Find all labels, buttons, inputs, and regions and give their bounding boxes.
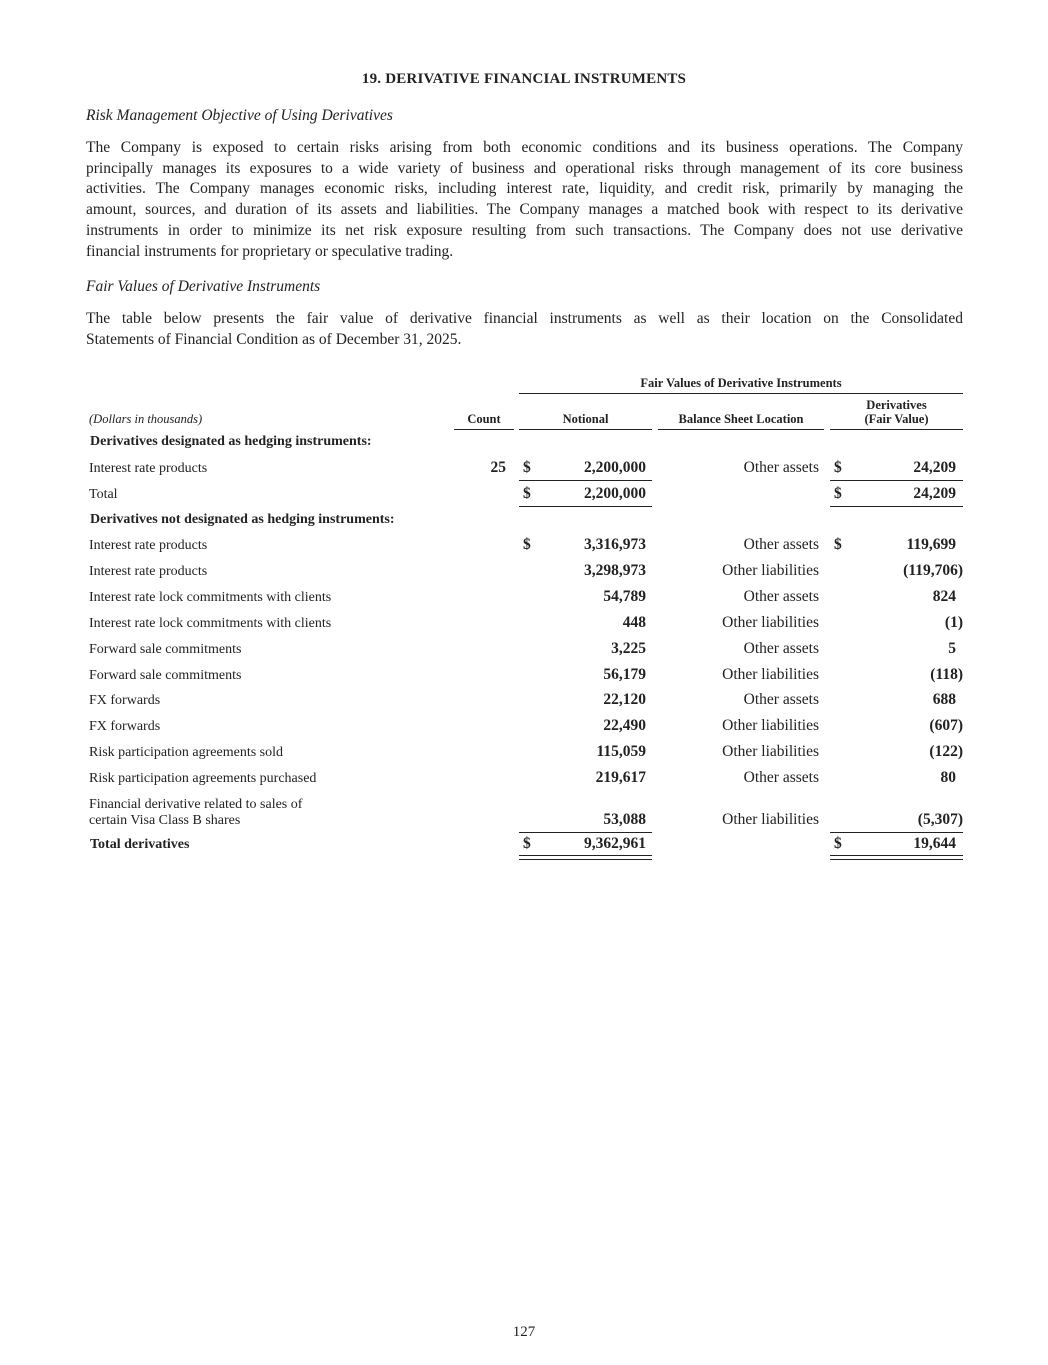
paragraph-line: instruments in order to minimize its net risk exposure resulting from such transactions. The Company does not use derivative [86, 221, 963, 239]
row-label: Interest rate lock commitments with clients [89, 589, 332, 605]
grand-rule-notional [519, 832, 652, 833]
col-header-count: Count [467, 412, 501, 426]
location-value: Other assets [743, 587, 819, 605]
notional-value: 22,490 [603, 717, 646, 735]
row-label-line1: Financial derivative related to sales of [89, 797, 303, 812]
currency-symbol: $ [834, 835, 842, 852]
row-label-line2: certain Visa Class B shares [89, 813, 241, 828]
notional-value: 56,179 [603, 665, 646, 683]
col-header-fv-line1: Derivatives [866, 398, 927, 412]
section-label-hedging: Derivatives designated as hedging instruments: [90, 434, 372, 449]
fair-value: (118) [930, 665, 963, 683]
notional-value: 3,225 [611, 639, 646, 657]
notional-value: 219,617 [595, 769, 646, 787]
fair-value: (5,307) [917, 811, 963, 828]
location-value: Other assets [743, 769, 819, 787]
location-value: Other liabilities [722, 561, 819, 579]
fair-value: 80 [940, 769, 956, 787]
notional-value: 2,200,000 [584, 459, 646, 476]
col-header-location: Balance Sheet Location [678, 412, 804, 426]
section-heading: 19. DERIVATIVE FINANCIAL INSTRUMENTS [361, 71, 687, 87]
total-rule-fv [830, 506, 963, 507]
currency-symbol: $ [523, 835, 531, 852]
currency-symbol: $ [523, 485, 531, 502]
col-header-fv-line2: (Fair Value) [864, 412, 929, 426]
units-label: (Dollars in thousands) [89, 412, 203, 426]
fair-value: (1) [944, 613, 963, 631]
subheading-risk-management: Risk Management Objective of Using Derivatives [86, 107, 393, 124]
row-label: Forward sale commitments [89, 667, 242, 683]
currency-symbol: $ [834, 459, 842, 476]
count-value: 25 [490, 459, 506, 476]
header-rule-count [454, 429, 514, 430]
location-value: Other assets [743, 639, 819, 657]
page-number: 127 [512, 1324, 536, 1340]
fair-value: 119,699 [906, 536, 956, 553]
row-label: Interest rate products [89, 461, 208, 476]
subheading-fair-values: Fair Values of Derivative Instruments [86, 278, 321, 295]
header-rule-notional [519, 429, 652, 430]
header-rule-location [658, 429, 824, 430]
row-label: Risk participation agreements purchased [89, 771, 317, 787]
group-header-rule [519, 393, 963, 394]
fair-value: (607) [929, 717, 963, 735]
paragraph-line: principally manages its exposures to a wide variety of business and operational risks through management of its core business [86, 159, 963, 177]
paragraph-fair-values [86, 309, 963, 350]
total-label: Total [89, 487, 118, 502]
paragraph-line: Statements of Financial Condition as of December 31, 2025. [86, 330, 462, 348]
fair-value: 824 [932, 587, 956, 605]
fair-value: 5 [948, 639, 956, 657]
paragraph-line: amount, sources, and duration of its assets and liabilities. The Company manages a matched book with respect to its derivative [86, 201, 963, 219]
row-label: Interest rate products [89, 538, 208, 553]
total-rule-notional [519, 506, 652, 507]
location-value: Other liabilities [722, 811, 819, 828]
location-value: Other liabilities [722, 717, 819, 735]
location-value: Other assets [743, 691, 819, 709]
currency-symbol: $ [834, 536, 842, 553]
notional-value: 3,316,973 [584, 536, 646, 553]
section-label-nonhedging: Derivatives not designated as hedging instruments: [90, 512, 395, 527]
location-value: Other assets [743, 459, 819, 476]
row-label: Interest rate products [89, 563, 208, 579]
group-header: Fair Values of Derivative Instruments [640, 376, 842, 390]
row-label: FX forwards [89, 719, 161, 735]
currency-symbol: $ [834, 485, 842, 502]
location-value: Other liabilities [722, 613, 819, 631]
total-notional: 2,200,000 [584, 485, 646, 502]
notional-value: 53,088 [603, 811, 646, 828]
row-label: Risk participation agreements sold [89, 745, 284, 761]
notional-value: 448 [622, 613, 646, 631]
row-label: FX forwards [89, 693, 161, 709]
paragraph-line: The table below presents the fair value of derivative financial instruments as well as their location on the Consolidated [86, 310, 963, 327]
location-value: Other assets [743, 536, 819, 553]
grand-total-fair-value: 19,644 [913, 835, 956, 852]
header-rule-fv [830, 429, 963, 430]
grand-rule-fv [830, 832, 963, 833]
fair-value: (122) [929, 743, 963, 761]
location-value: Other liabilities [722, 743, 819, 761]
location-value: Other liabilities [722, 665, 819, 683]
notional-value: 3,298,973 [584, 561, 646, 579]
fair-value: (119,706) [903, 561, 963, 579]
row-label: Forward sale commitments [89, 641, 242, 657]
currency-symbol: $ [523, 459, 531, 476]
grand-total-notional: 9,362,961 [584, 835, 646, 852]
subtotal-rule-notional [519, 480, 652, 481]
paragraph-risk-management [86, 138, 963, 262]
notional-value: 22,120 [603, 691, 646, 709]
paragraph-line: activities. The Company manages economic risks, including interest rate, liquidity, and credit risk, primarily by managing the [86, 180, 963, 198]
row-label-visa [89, 797, 302, 829]
row-label: Interest rate lock commitments with clients [89, 615, 332, 631]
total-fair-value: 24,209 [913, 485, 956, 502]
fair-value: 688 [932, 691, 956, 709]
fair-value: 24,209 [913, 459, 956, 476]
paragraph-line: financial instruments for proprietary or speculative trading. [86, 242, 454, 260]
notional-value: 54,789 [603, 587, 646, 605]
notional-value: 115,059 [596, 743, 646, 761]
currency-symbol: $ [523, 536, 531, 553]
subtotal-rule-fv [830, 480, 963, 481]
grand-total-label: Total derivatives [90, 837, 190, 852]
paragraph-line: The Company is exposed to certain risks arising from both economic conditions and its business operations. The Company [86, 139, 963, 156]
double-rule-fv [830, 855, 963, 860]
double-rule-notional [519, 855, 652, 860]
col-header-notional: Notional [562, 412, 609, 426]
